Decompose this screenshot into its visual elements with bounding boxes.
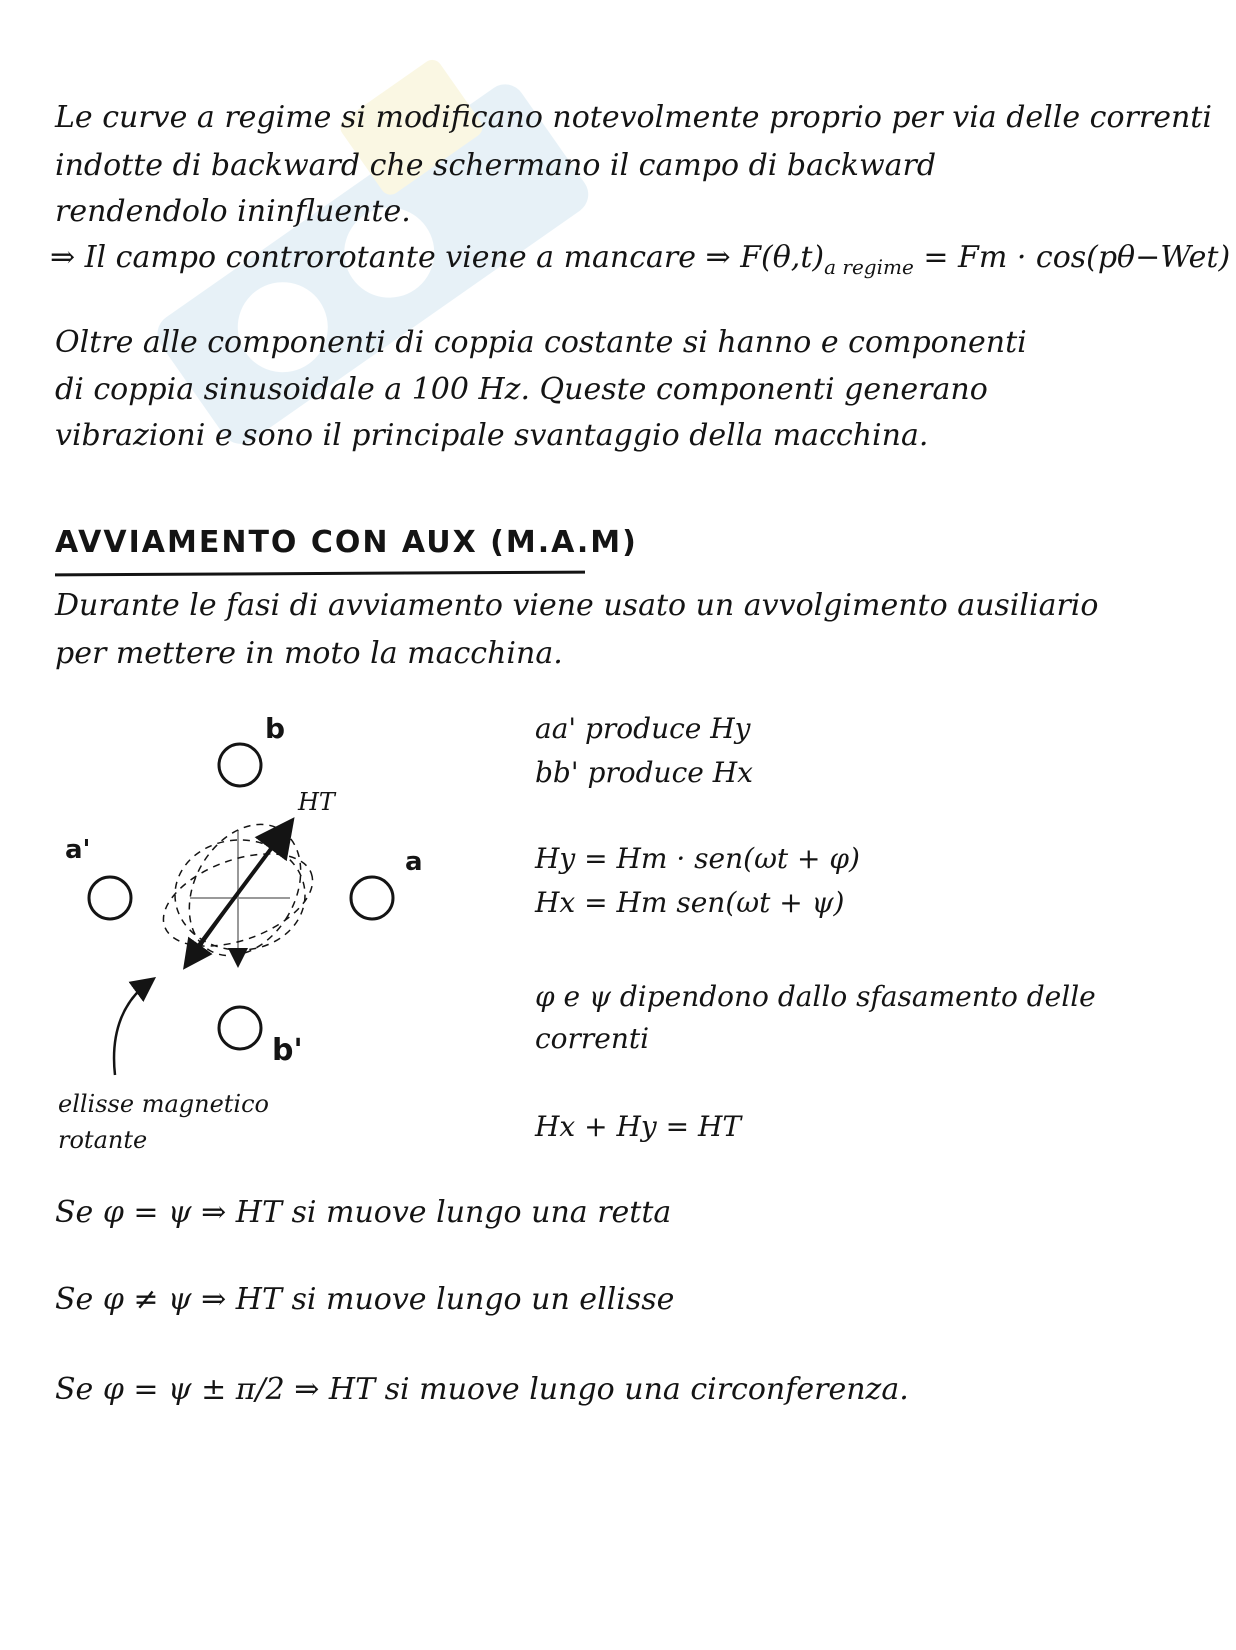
paragraph1-line1: Le curve a regime si modificano notevolmente proprio per via delle correnti <box>55 100 1212 135</box>
paragraph1-line4 <box>50 240 1230 279</box>
paragraph2-line2: di coppia sinusoidale a 100 Hz. Queste componenti generano <box>55 372 988 407</box>
pointer-arrow <box>114 983 148 1075</box>
paragraph2-line3: vibrazioni e sono il principale svantaggio della macchina. <box>55 418 929 453</box>
note-aa: aa' produce Hy <box>535 712 751 745</box>
case-straight-line: Se φ = ψ ⇒ HT si muove lungo una retta <box>55 1195 672 1230</box>
dashed-ellipse-2 <box>167 804 324 975</box>
label-HT: HT <box>298 788 335 816</box>
phase-dependence-line2: correnti <box>535 1022 650 1055</box>
case-ellipse: Se φ ≠ ψ ⇒ HT si muove lungo un ellisse <box>55 1282 675 1317</box>
equation-hy: Hy = Hm · sen(ωt + φ) <box>535 842 860 875</box>
paragraph3-line1: Durante le fasi di avviamento viene usato un avvolgimento ausiliario <box>55 588 1099 623</box>
field-equation-right: = Fm · cos(pθ−Wet) <box>923 240 1231 275</box>
field-equation-left: ⇒ Il campo controrotante viene a mancare ⇒ F(θ,t) <box>50 240 825 275</box>
regime-subscript: a regime <box>824 255 914 279</box>
conductor-a-prime <box>89 877 131 919</box>
rotating-field-diagram <box>40 712 580 1210</box>
conductor-a <box>351 877 393 919</box>
case-circle: Se φ = ψ ± π/2 ⇒ HT si muove lungo una circonferenza. <box>55 1372 909 1407</box>
phase-dependence-line1: φ e ψ dipendono dallo sfasamento delle <box>535 980 1096 1013</box>
label-b-prime: b' <box>272 1033 303 1068</box>
paragraph1-line3: rendendolo ininfluente. <box>55 194 411 229</box>
conductor-b-prime <box>219 1007 261 1049</box>
note-bb: bb' produce Hx <box>535 756 753 789</box>
heading-underline <box>55 571 585 577</box>
caption-line1: ellisse magnetico <box>58 1090 269 1118</box>
paragraph3-line2: per mettere in moto la macchina. <box>55 636 563 671</box>
paragraph1-line2: indotte di backward che schermano il campo di backward <box>55 148 937 183</box>
label-b: b <box>265 712 286 745</box>
equation-hx: Hx = Hm sen(ωt + ψ) <box>535 886 845 919</box>
label-a: a <box>405 847 423 877</box>
paragraph2-line1: Oltre alle componenti di coppia costante si hanno e componenti <box>55 325 1027 360</box>
caption-line2: rotante <box>58 1126 148 1154</box>
label-a-prime: a' <box>65 835 91 865</box>
conductor-b <box>219 744 261 786</box>
ht-vector-tail <box>190 890 240 960</box>
section-heading: AVVIAMENTO CON AUX (M.A.M) <box>55 525 638 560</box>
equation-sum: Hx + Hy = HT <box>535 1110 742 1143</box>
